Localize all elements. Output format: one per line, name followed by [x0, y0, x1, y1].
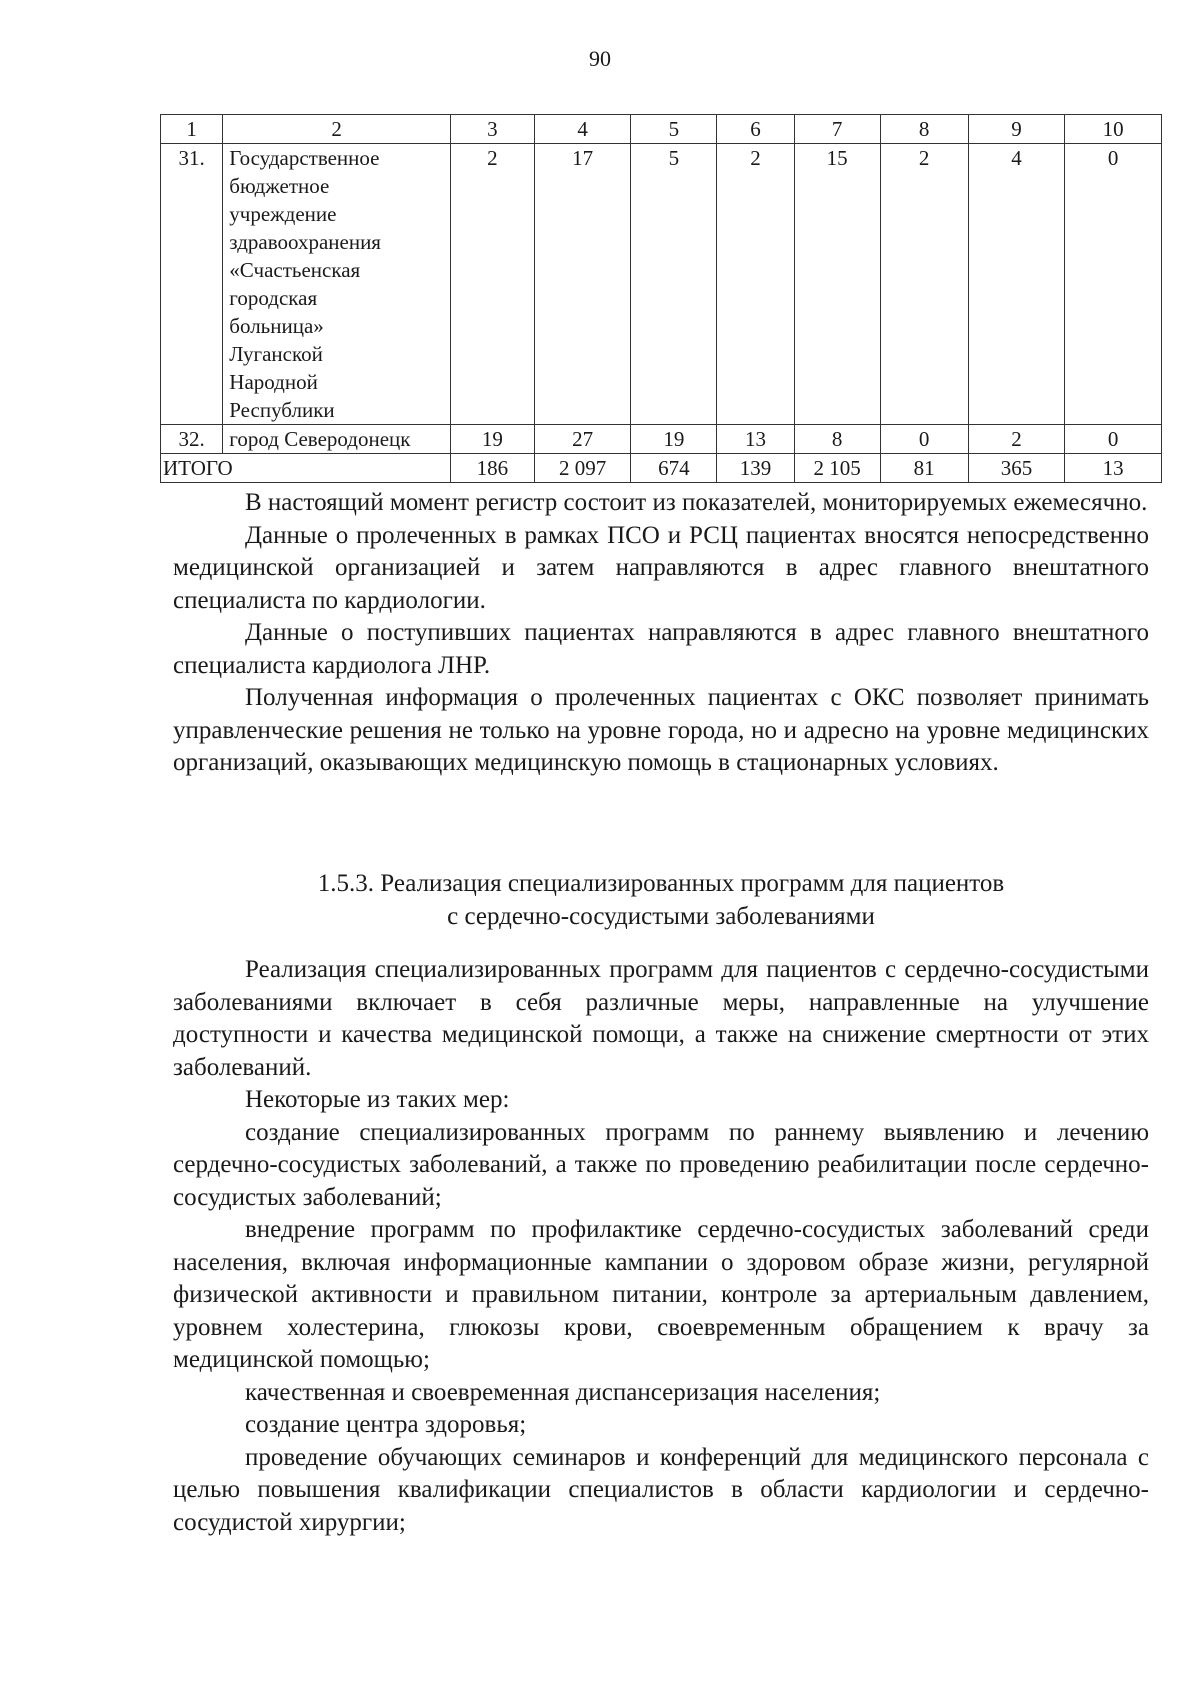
value-cell: 0: [1065, 425, 1162, 454]
paragraph: В настоящий момент регистр состоит из показателей, мониторируемых ежемесячно.: [245, 489, 1148, 516]
institution-name: [223, 425, 451, 454]
value-cell: 17: [534, 144, 631, 425]
name-line: Луганской: [229, 342, 323, 366]
table-row: [161, 425, 1162, 454]
total-value-cell: 139: [717, 454, 794, 483]
header-cell: 10: [1065, 115, 1162, 144]
paragraph: Данные о поступивших пациентах направляются в адрес главного внештатного специалиста кардиолога ЛНР.: [173, 619, 1149, 679]
total-value-cell: 365: [968, 454, 1065, 483]
list-item: проведение обучающих семинаров и конференций для медицинского персонала с целью повышения квалификации специалистов в области кардиологии и сердечно-сосудистой хирургии;: [173, 1443, 1149, 1536]
header-cell: 5: [631, 115, 717, 144]
total-value-cell: 186: [450, 454, 534, 483]
name-line: больница»: [229, 314, 324, 338]
text-section-upper: [173, 487, 1149, 780]
name-line: учреждение: [229, 202, 337, 226]
total-value-cell: 2 097: [534, 454, 631, 483]
value-cell: 8: [794, 425, 880, 454]
table-header-row: [161, 115, 1162, 144]
header-cell: 3: [450, 115, 534, 144]
header-cell: 9: [968, 115, 1065, 144]
paragraph: Некоторые из таких мер:: [245, 1086, 510, 1113]
total-value-cell: 13: [1065, 454, 1162, 483]
table-total-row: [161, 454, 1162, 483]
name-line: «Счастьенская: [229, 258, 361, 282]
value-cell: 19: [450, 425, 534, 454]
header-cell: 6: [717, 115, 794, 144]
heading-line: 1.5.3. Реализация специализированных программ для пациентов: [317, 870, 1005, 897]
total-value-cell: 674: [631, 454, 717, 483]
header-cell: 1: [161, 115, 223, 144]
header-cell: 7: [794, 115, 880, 144]
list-item: создание центра здоровья;: [245, 1411, 527, 1438]
value-cell: 2: [717, 144, 794, 425]
list-item: создание специализированных программ по раннему выявлению и лечению сердечно-сосудистых заболеваний, а также по проведению реабилитации после сердечно-сосудистых заболеваний;: [173, 1118, 1149, 1211]
name-line: городская: [229, 286, 318, 310]
data-table: [160, 114, 1162, 483]
value-cell: 0: [880, 425, 968, 454]
value-cell: 4: [968, 144, 1065, 425]
row-number: 32.: [161, 425, 223, 454]
row-number: 31.: [161, 144, 223, 425]
value-cell: 0: [1065, 144, 1162, 425]
value-cell: 5: [631, 144, 717, 425]
text-section-lower: [173, 954, 1149, 1539]
value-cell: 2: [450, 144, 534, 425]
value-cell: 15: [794, 144, 880, 425]
page-number: 90: [589, 46, 611, 71]
name-line: здравоохранения: [229, 230, 381, 254]
heading-line: с сердечно-сосудистыми заболеваниями: [447, 902, 875, 930]
value-cell: 2: [880, 144, 968, 425]
value-cell: 13: [717, 425, 794, 454]
value-cell: 2: [968, 425, 1065, 454]
paragraph: Полученная информация о пролеченных пациентах с ОКС позволяет принимать управленческие решения не только на уровне города, но и адресно на уровне медицинских организаций, оказывающих медицинскую помощь в стационарных условиях.: [173, 684, 1149, 776]
section-heading: [173, 868, 1149, 933]
header-cell: 8: [880, 115, 968, 144]
value-cell: 27: [534, 425, 631, 454]
name-line: Республики: [229, 398, 335, 422]
paragraph: Реализация специализированных программ для пациентов с сердечно-сосудистыми заболеваниями включает в себя различные меры, направленные на улучшение доступности и качества медицинской помощи, а также на снижение смертности от этих заболеваний.: [173, 956, 1149, 1081]
list-item: качественная и своевременная диспансеризация населения;: [245, 1378, 881, 1406]
name-line: бюджетное: [229, 174, 330, 198]
total-label: ИТОГО: [161, 454, 451, 483]
total-value-cell: 81: [880, 454, 968, 483]
value-cell: 19: [631, 425, 717, 454]
total-value-cell: 2 105: [794, 454, 880, 483]
header-cell: 4: [534, 115, 631, 144]
paragraph: Данные о пролеченных в рамках ПСО и РСЦ пациентах вносятся непосредственно медицинской организацией и затем направляются в адрес главного внештатного специалиста по кардиологии.: [173, 521, 1149, 614]
list-item: внедрение программ по профилактике сердечно-сосудистых заболеваний среди населения, включая информационные кампании о здоровом образе жизни, регулярной физической активности и правильном питании, контроле за артериальным давлением, уровнем холестерина, глюкозы крови, своевременным обращением к врачу за медицинской помощью;: [173, 1216, 1149, 1373]
table-row: [161, 144, 1162, 425]
institution-name: [223, 144, 451, 425]
name-line: город Северодонецк: [229, 427, 411, 451]
header-cell: 2: [223, 115, 451, 144]
name-line: Народной: [229, 370, 318, 394]
name-line: Государственное: [229, 146, 380, 170]
